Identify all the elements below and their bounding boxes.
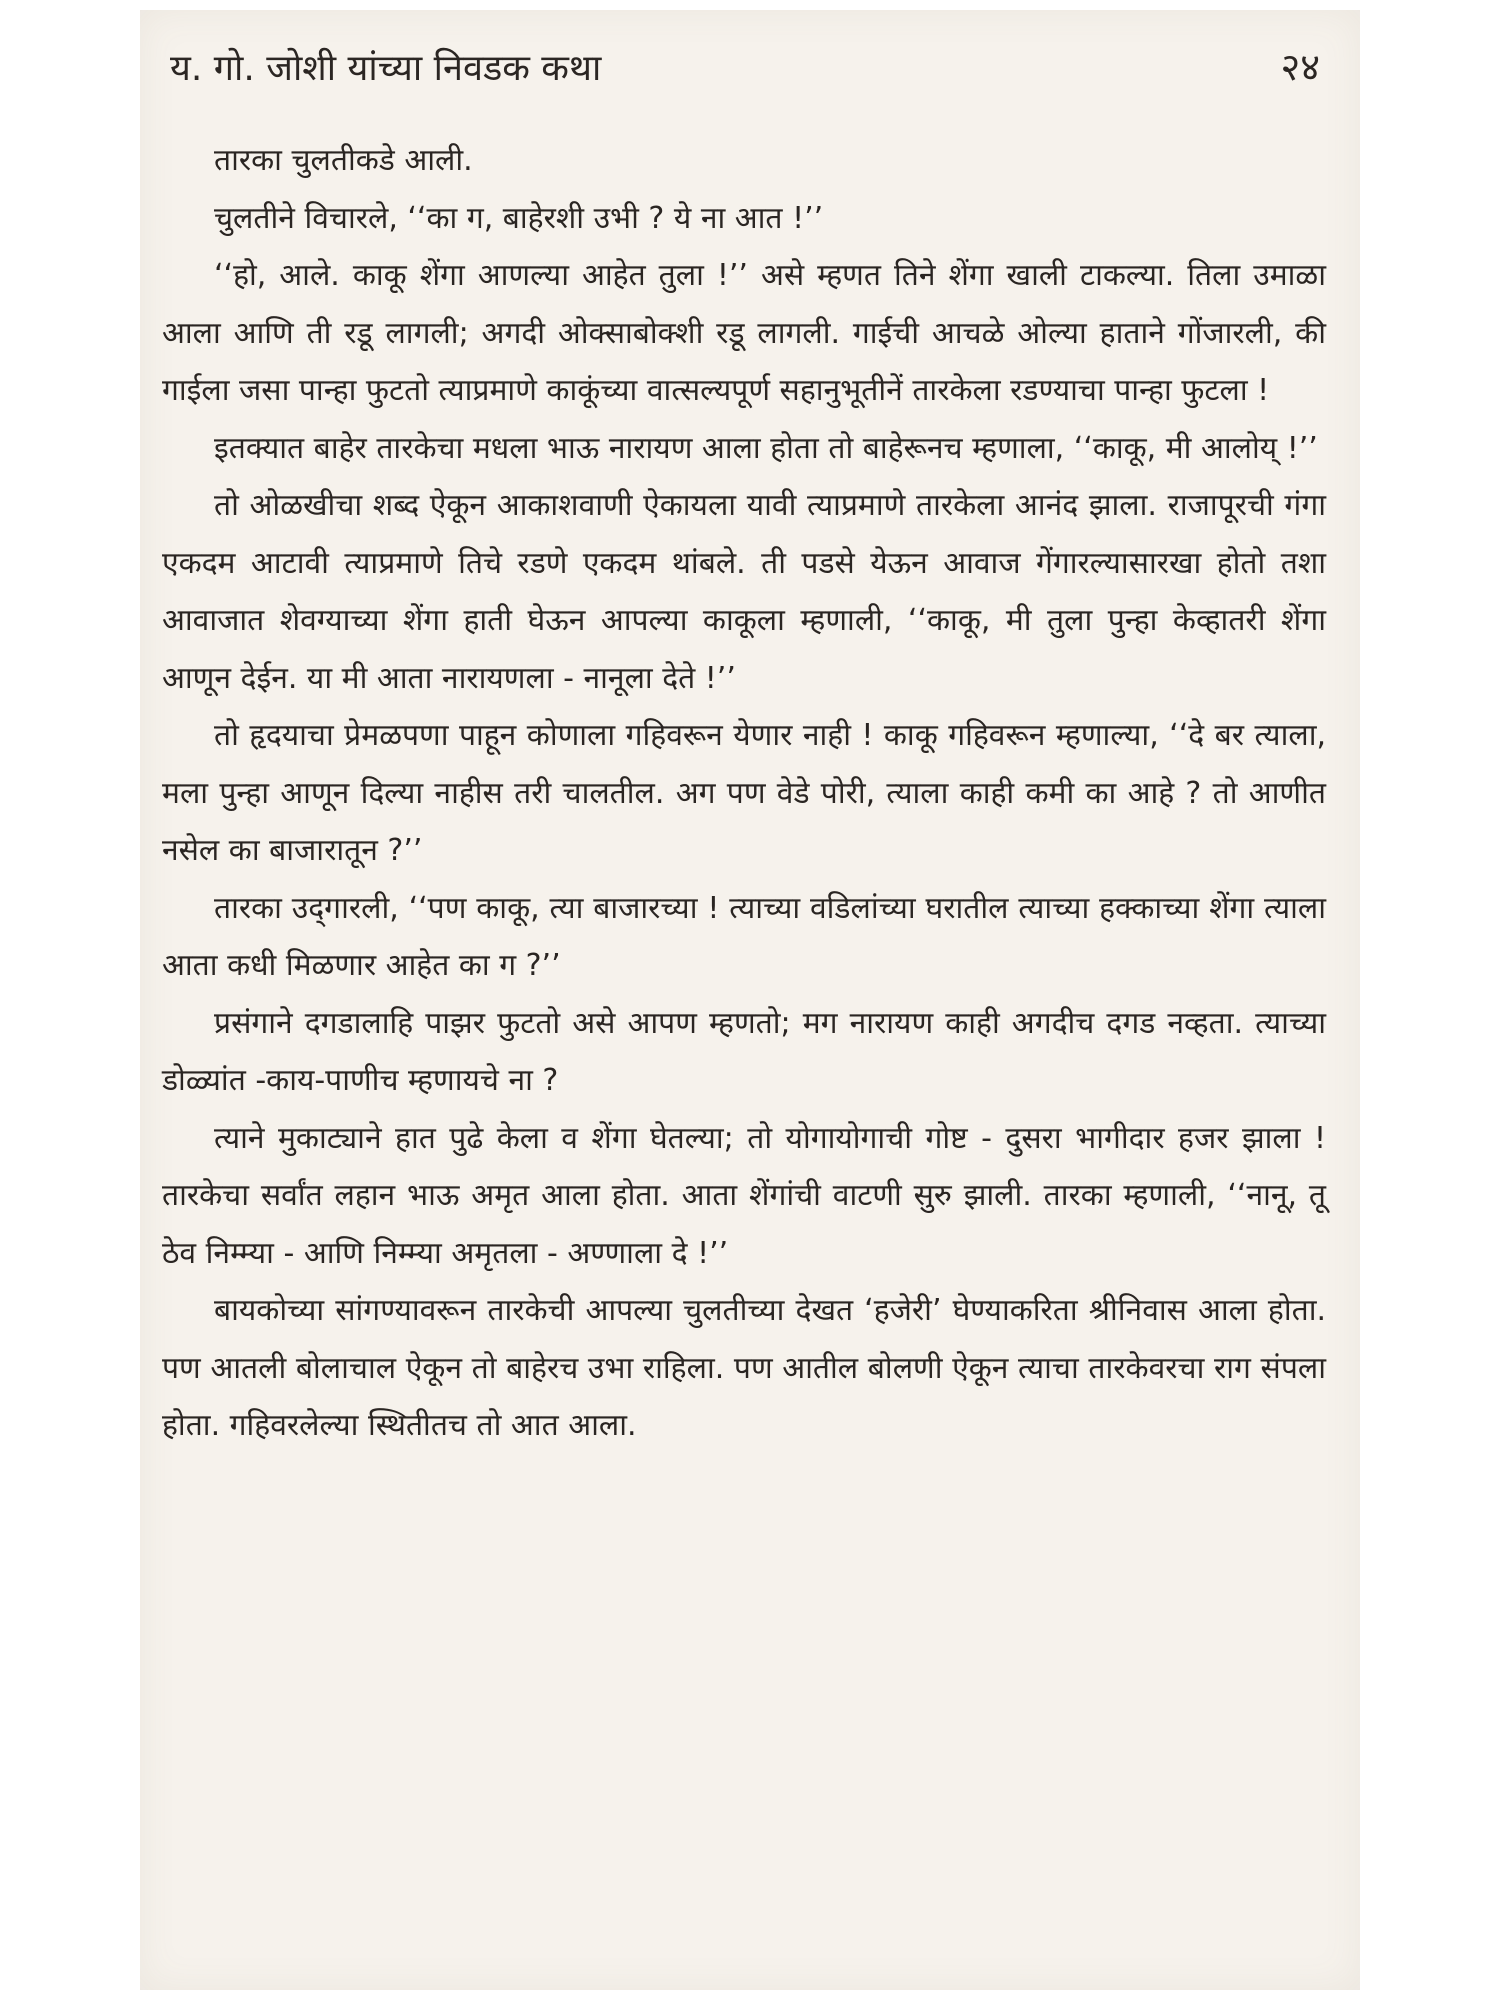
paragraph: तो ओळखीचा शब्द ऐकून आकाशवाणी ऐकायला यावी त्याप्रमाणे तारकेला आनंद झाला. राजापूरची गंगा एकदम आटावी त्याप्रमाणे तिचे रडणे एकदम थांबले. ती पडसे येऊन आवाज गेंगारल्यासारखा होतो तशा आवाजात शेवग्याच्या शेंगा हाती घेऊन आपल्या काकूला म्हणाली, ‘‘काकू, मी तुला पुन्हा केव्हातरी शेंगा आणून देईन. या मी आता नारायणला - नानूला देते !’’ [162,488,1326,696]
paragraph: चुलतीने विचारले, ‘‘का ग, बाहेरशी उभी ? ये ना आत !’’ [214,200,824,236]
paragraph: ‘‘हो, आले. काकू शेंगा आणल्या आहेत तुला !’’ असे म्हणत तिने शेंगा खाली टाकल्या. तिला उमाळा आला आणि ती रडू लागली; अगदी ओक्साबोक्शी रडू लागली. गाईची आचळे ओल्या हाताने गोंजारली, की गाईला जसा पान्हा फुटतो त्याप्रमाणे काकूंच्या वात्सल्यपूर्ण सहानुभूतीनें तारकेला रडण्याचा पान्हा फुटला ! [162,258,1326,408]
paragraph: प्रसंगाने दगडालाहि पाझर फुटतो असे आपण म्हणतो; मग नारायण काही अगदीच दगड नव्हता. त्याच्या डोळ्यांत -काय-पाणीच म्हणायचे ना ? [162,1005,1326,1098]
paragraph: बायकोच्या सांगण्यावरून तारकेची आपल्या चुलतीच्या देखत ‘हजेरी’ घेण्याकरिता श्रीनिवास आला होता. पण आतली बोलाचाल ऐकून तो बाहेरच उभा राहिला. पण आतील बोलणी ऐकून त्याचा तारकेवरचा राग संपला होता. गहिवरलेल्या स्थितीतच तो आत आला. [162,1293,1326,1443]
paragraph: तारका चुलतीकडे आली. [214,143,473,178]
story-body [162,132,1326,1455]
paragraph: तो हृदयाचा प्रेमळपणा पाहून कोणाला गहिवरून येणार नाही ! काकू गहिवरून म्हणाल्या, ‘‘दे बर त्याला, मला पुन्हा आणून दिल्या नाहीस तरी चालतील. अग पण वेडे पोरी, त्याला काही कमी का आहे ? तो आणीत नसेल का बाजारातून ?’’ [162,718,1326,868]
book-page [140,10,1360,1990]
running-title: य. गो. जोशी यांच्या निवडक कथा [170,48,602,89]
paragraph: तारका उद्‌गारली, ‘‘पण काकू, त्या बाजारच्या ! त्याच्या वडिलांच्या घरातील त्याच्या हक्काच्या शेंगा त्याला आता कधी मिळणार आहेत का ग ?’’ [162,890,1326,983]
paragraph: त्याने मुकाट्याने हात पुढे केला व शेंगा घेतल्या; तो योगायोगाची गोष्ट - दुसरा भागीदार हजर झाला ! तारकेचा सर्वांत लहान भाऊ अमृत आला होता. आता शेंगांची वाटणी सुरु झाली. तारका म्हणाली, ‘‘नानू, तू ठेव निम्म्या - आणि निम्म्या अमृतला - अण्णाला दे !’’ [162,1120,1326,1271]
paragraph: इतक्यात बाहेर तारकेचा मधला भाऊ नारायण आला होता तो बाहेरूनच म्हणाला, ‘‘काकू, मी आलोय् !’’ [214,430,1318,466]
page-header [170,36,1320,96]
page-number: २४ [1280,45,1320,89]
